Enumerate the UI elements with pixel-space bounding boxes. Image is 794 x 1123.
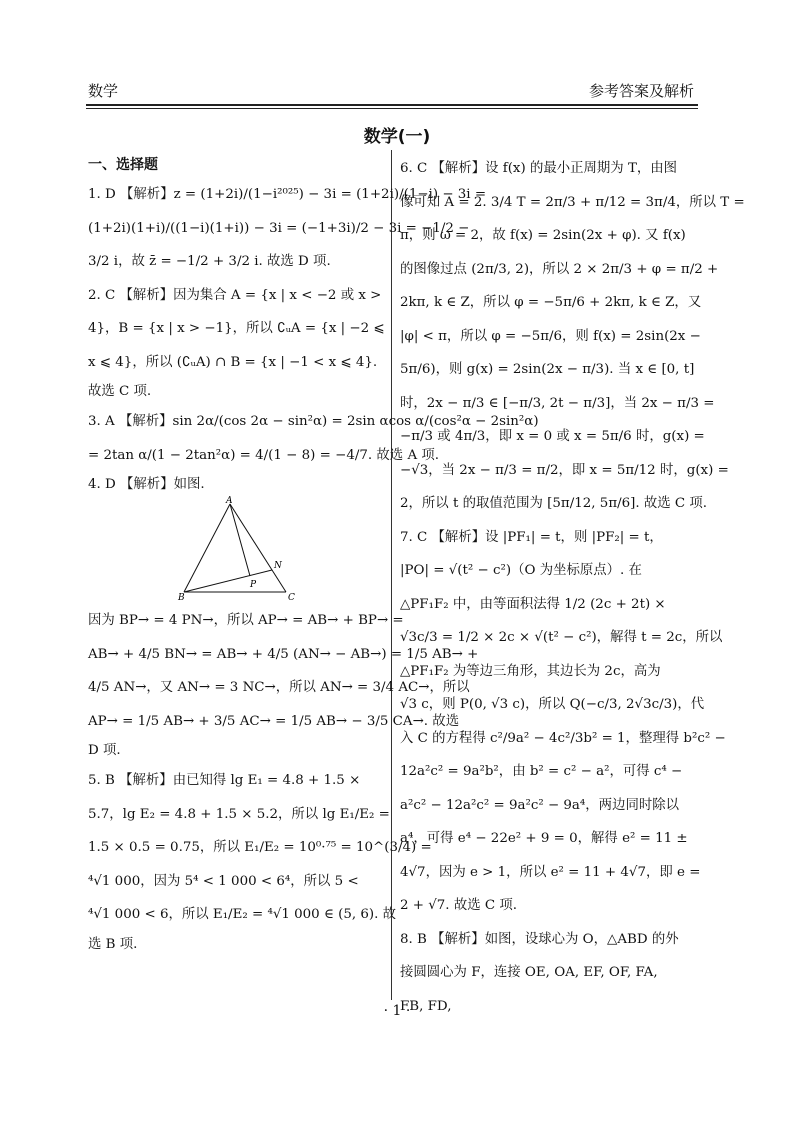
text-line: 4/5 AN→，又 AN→ = 3 NC→，所以 AN→ = 3/4 AC→，所以 bbox=[88, 680, 470, 695]
label-a: A bbox=[226, 496, 233, 506]
text-line: π，则 ω = 2，故 f(x) = 2sin(2x + φ). 又 f(x) bbox=[400, 228, 686, 243]
segment-ap bbox=[230, 504, 250, 576]
text-line: a²c² − 12a²c² = 9a²c² − 9a⁴，两边同时除以 bbox=[400, 797, 680, 813]
text-line: △PF₁F₂ 为等边三角形，其边长为 2c，高为 bbox=[400, 663, 661, 679]
text-line: D 项. bbox=[88, 743, 121, 758]
text-line: 2. C 【解析】因为集合 A = {x | x < −2 或 x > bbox=[88, 287, 382, 303]
label-b: B bbox=[178, 593, 185, 603]
text-line: = 2tan α/(1 − 2tan²α) = 4/(1 − 8) = −4/7. 故选 A 项. bbox=[88, 447, 440, 463]
text-line: |φ| < π，所以 φ = −5π/6，则 f(x) = 2sin(2x − bbox=[400, 328, 701, 344]
text-line: (1+2i)(1+i)/((1−i)(1+i)) − 3i = (−1+3i)/2 − 3i = −1/2 − bbox=[88, 220, 470, 236]
text-line: 2 + √7. 故选 C 项. bbox=[400, 898, 518, 913]
text-line: 的图像过点 (2π/3, 2)，所以 2 × 2π/3 + φ = π/2 + bbox=[400, 261, 719, 277]
text-line: 4}，B = {x | x > −1}，所以 ∁ᵤA = {x | −2 ⩽ bbox=[88, 321, 385, 336]
text-line: AP→ = 1/5 AB→ + 3/5 AC→ = 1/5 AB→ − 3/5 CA→. 故选 bbox=[88, 713, 460, 729]
column-divider bbox=[391, 150, 392, 1000]
text-line: 5.7，lg E₂ = 4.8 + 1.5 × 5.2，所以 lg E₁/E₂ = bbox=[88, 806, 390, 822]
text-line: 因为 BP→ = 4 PN→，所以 AP→ = AB→ + BP→ = bbox=[88, 613, 404, 628]
text-line: 12a²c² = 9a²b²，由 b² = c² − a²，可得 c⁴ − bbox=[400, 764, 683, 779]
text-line: √3c/3 = 1/2 × 2c × √(t² − c²)，解得 t = 2c，所以 bbox=[400, 630, 723, 645]
text-line: 故选 C 项. bbox=[88, 384, 152, 399]
text-line: |PO| = √(t² − c²)（O 为坐标原点）. 在 bbox=[400, 563, 642, 578]
text-line: △PF₁F₂ 中，由等面积法得 1/2 (2c + 2t) × bbox=[400, 596, 666, 612]
text-line: 7. C 【解析】设 |PF₁| = t，则 |PF₂| = t， bbox=[400, 529, 663, 545]
text-line: 1. D 【解析】z = (1+2i)/(1−i²⁰²⁵) − 3i = (1+2i)/(1−i) − 3i = bbox=[88, 187, 487, 202]
text-line: 选 B 项. bbox=[88, 936, 138, 952]
right-column bbox=[400, 152, 745, 1023]
edge-ab bbox=[184, 504, 230, 592]
page-title: 数学(一) bbox=[363, 127, 431, 147]
text-line: ⁴√1 000 < 6，所以 E₁/E₂ = ⁴√1 000 ∈ (5, 6). 故 bbox=[88, 907, 397, 922]
header-subject: 数学 bbox=[88, 82, 119, 100]
header-rule bbox=[86, 104, 698, 106]
label-c: C bbox=[288, 593, 295, 603]
text-line: 3/2 i，故 z̄ = −1/2 + 3/2 i. 故选 D 项. bbox=[88, 254, 331, 269]
text-line: −√3，当 2x − π/3 = π/2，即 x = 5π/12 时，g(x) = bbox=[400, 462, 729, 478]
text-line: FB, FD, bbox=[400, 998, 452, 1014]
text-line: 像可知 A = 2. 3/4 T = 2π/3 + π/12 = 3π/4，所以 T = bbox=[400, 194, 745, 210]
text-line: 3. A 【解析】sin 2α/(cos 2α − sin²α) = 2sin αcos α/(cos²α − 2sin²α) bbox=[88, 414, 539, 429]
text-line: −π/3 或 4π/3，即 x = 0 或 x = 5π/6 时，g(x) = bbox=[400, 429, 705, 444]
header-rule-thin bbox=[86, 108, 698, 109]
text-line: x ⩽ 4}，所以 (∁ᵤA) ∩ B = {x | −1 < x ⩽ 4}. bbox=[88, 354, 378, 370]
header-doc-title: 参考答案及解析 bbox=[588, 82, 694, 100]
text-line: 4. D 【解析】如图. bbox=[88, 477, 205, 492]
text-line: 8. B 【解析】如图，设球心为 O，△ABD 的外 bbox=[400, 931, 679, 947]
label-p: P bbox=[250, 580, 257, 590]
text-line: 5π/6)，则 g(x) = 2sin(2x − π/3). 当 x ∈ [0, t] bbox=[400, 362, 695, 377]
triangle-figure bbox=[88, 498, 386, 604]
text-line: 1.5 × 0.5 = 0.75，所以 E₁/E₂ = 10⁰·⁷⁵ = 10^(3/4) = bbox=[88, 840, 432, 855]
triangle-diagram bbox=[178, 498, 308, 602]
text-line: a⁴，可得 e⁴ − 22e² + 9 = 0，解得 e² = 11 ± bbox=[400, 831, 688, 846]
text-line: 接圆圆心为 F，连接 OE, OA, EF, OF, FA, bbox=[400, 965, 658, 980]
text-line: 5. B 【解析】由已知得 lg E₁ = 4.8 + 1.5 × bbox=[88, 773, 361, 788]
text-line: 2kπ, k ∈ Z，所以 φ = −5π/6 + 2kπ, k ∈ Z，又 bbox=[400, 295, 702, 310]
text-line: 时，2x − π/3 ∈ [−π/3, 2t − π/3]，当 2x − π/3 = bbox=[400, 395, 715, 411]
section-heading: 一、选择题 bbox=[88, 157, 158, 173]
text-line: 4√7，因为 e > 1，所以 e² = 11 + 4√7，即 e = bbox=[400, 864, 701, 880]
text-line: ⁴√1 000，因为 5⁴ < 1 000 < 6⁴，所以 5 < bbox=[88, 873, 359, 889]
text-line: 入 C 的方程得 c²/9a² − 4c²/3b² = 1，整理得 b²c² − bbox=[400, 730, 726, 746]
text-line: AB→ + 4/5 BN→ = AB→ + 4/5 (AN→ − AB→) = 1/5 AB→ + bbox=[88, 646, 479, 662]
label-n: N bbox=[274, 561, 282, 571]
text-line: √3 c，则 P(0, √3 c)，所以 Q(−c/3, 2√3c/3)，代 bbox=[400, 697, 705, 712]
text-line: 2，所以 t 的取值范围为 [5π/12, 5π/6]. 故选 C 项. bbox=[400, 496, 708, 511]
segment-bn bbox=[184, 570, 272, 592]
text-line: 6. C 【解析】设 f(x) 的最小正周期为 T，由图 bbox=[400, 161, 678, 176]
page-number: · 1 · bbox=[383, 1003, 411, 1019]
